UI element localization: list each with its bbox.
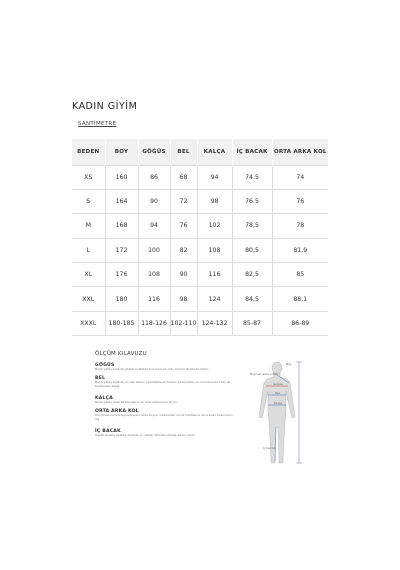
table-row [72, 263, 328, 287]
guide-item-kalca [95, 396, 235, 405]
cell-size: L [72, 238, 105, 262]
cell: 82,5 [232, 263, 272, 287]
cell: 72 [170, 189, 197, 213]
cell-size: S [72, 189, 105, 213]
table-row [72, 214, 328, 238]
cell: 86-89 [272, 311, 328, 335]
guide-label: BEL [95, 376, 106, 381]
table-row [72, 311, 328, 335]
body-figure-illustration [249, 359, 305, 469]
cell: 160 [105, 165, 138, 189]
cell: 108 [197, 238, 232, 262]
cell: 82 [170, 238, 197, 262]
table-row [72, 287, 328, 311]
figure-label-chest: Göğüs [273, 382, 283, 386]
cell: 88,1 [272, 287, 328, 311]
cell-size: M [72, 214, 105, 238]
guide-title: ÖLÇÜM KILAVUZU [95, 351, 147, 357]
figure-label-waist: Bel [275, 391, 280, 395]
figure-label-height: Boy [286, 362, 292, 366]
cell: 85-87 [232, 311, 272, 335]
cell: 108 [138, 263, 170, 287]
unit-label: SANTİMETRE [78, 121, 117, 127]
cell-size: XS [72, 165, 105, 189]
cell: 81,9 [272, 238, 328, 262]
page-title: KADIN GİYİM [72, 101, 138, 112]
guide-label: KALÇA [95, 396, 113, 401]
cell: 98 [170, 287, 197, 311]
cell: 68 [170, 165, 197, 189]
cell: 74 [272, 165, 328, 189]
header-beden: BEDEN [72, 139, 105, 165]
guide-desc: Bantı yatay tutarak en dar bölüm (genellikle örtmüzün biraz bizim ve vücudunuzun her iki tarafından aşağı [95, 380, 231, 388]
header-orta-arka-kol: ORTA ARKA KOL [272, 139, 328, 165]
header-kalca: KALÇA [197, 139, 232, 165]
header-ic-bacak: İÇ BACAK [232, 139, 272, 165]
cell: 76.5 [232, 189, 272, 213]
cell: 90 [138, 189, 170, 213]
cell: 90 [170, 263, 197, 287]
cell: 172 [105, 238, 138, 262]
cell-size: XXL [72, 287, 105, 311]
table-row [72, 238, 328, 262]
cell: 80,5 [232, 238, 272, 262]
cell-size: XXXL [72, 311, 105, 335]
cell-size: XL [72, 263, 105, 287]
guide-label: ORTA ARKA KOL [95, 409, 139, 414]
header-bel: BEL [170, 139, 197, 165]
cell: 76 [170, 214, 197, 238]
guide-label: GÖĞÜS [95, 363, 115, 368]
cell: 102-110 [170, 311, 197, 335]
cell: 124-132 [197, 311, 232, 335]
cell: 85 [272, 263, 328, 287]
guide-desc: Bantı yatay tutarak kalçaların en dolu bölümünü ölçün. [95, 400, 178, 404]
figure-label-back-neck: Boynun arka ortası [250, 372, 279, 376]
cell: 78,5 [232, 214, 272, 238]
cell: 116 [138, 287, 170, 311]
cell: 78 [272, 214, 328, 238]
header-boy: BOY [105, 139, 138, 165]
header-gogus: GÖĞÜS [138, 139, 170, 165]
cell: 102 [197, 214, 232, 238]
cell: 164 [105, 189, 138, 213]
figure-label-hip: Kalça [274, 401, 283, 405]
guide-desc: Kol dirsek bir pozisyondayken, arka boyun ortasından omuz noktasına ve oradan kolunuzun dış [95, 413, 233, 421]
cell: 74.5 [232, 165, 272, 189]
cell: 180 [105, 287, 138, 311]
table-row [72, 189, 328, 213]
guide-label: İÇ BACAK [95, 429, 121, 434]
cell: 176 [105, 263, 138, 287]
cell: 94 [138, 214, 170, 238]
cell: 168 [105, 214, 138, 238]
cell: 124 [197, 287, 232, 311]
guide-item-ic-bacak [95, 429, 235, 438]
table-row [72, 165, 328, 189]
figure-label-inseam: İç bacak [263, 446, 276, 450]
cell: 118-126 [138, 311, 170, 335]
cell: 116 [197, 263, 232, 287]
guide-item-orta-arka-kol [95, 409, 235, 422]
cell: 98 [197, 189, 232, 213]
cell: 86 [138, 165, 170, 189]
guide-item-bel [95, 376, 235, 389]
table-header-row [72, 139, 328, 165]
cell: 100 [138, 238, 170, 262]
cell: 84,5 [232, 287, 272, 311]
cell: 76 [272, 189, 328, 213]
size-table [72, 139, 328, 336]
guide-item-gogus [95, 363, 235, 372]
guide-desc: Bantı yatay tutarak göğüs noktaları boyunca en dolu bölüm etrafında ölçün. [95, 367, 210, 371]
cell: 180-185 [105, 311, 138, 335]
cell: 94 [197, 165, 232, 189]
guide-desc: Çıplak ayakla ayakta durarak iç çatalın altından bileğe kadar ölçün. [95, 433, 197, 437]
